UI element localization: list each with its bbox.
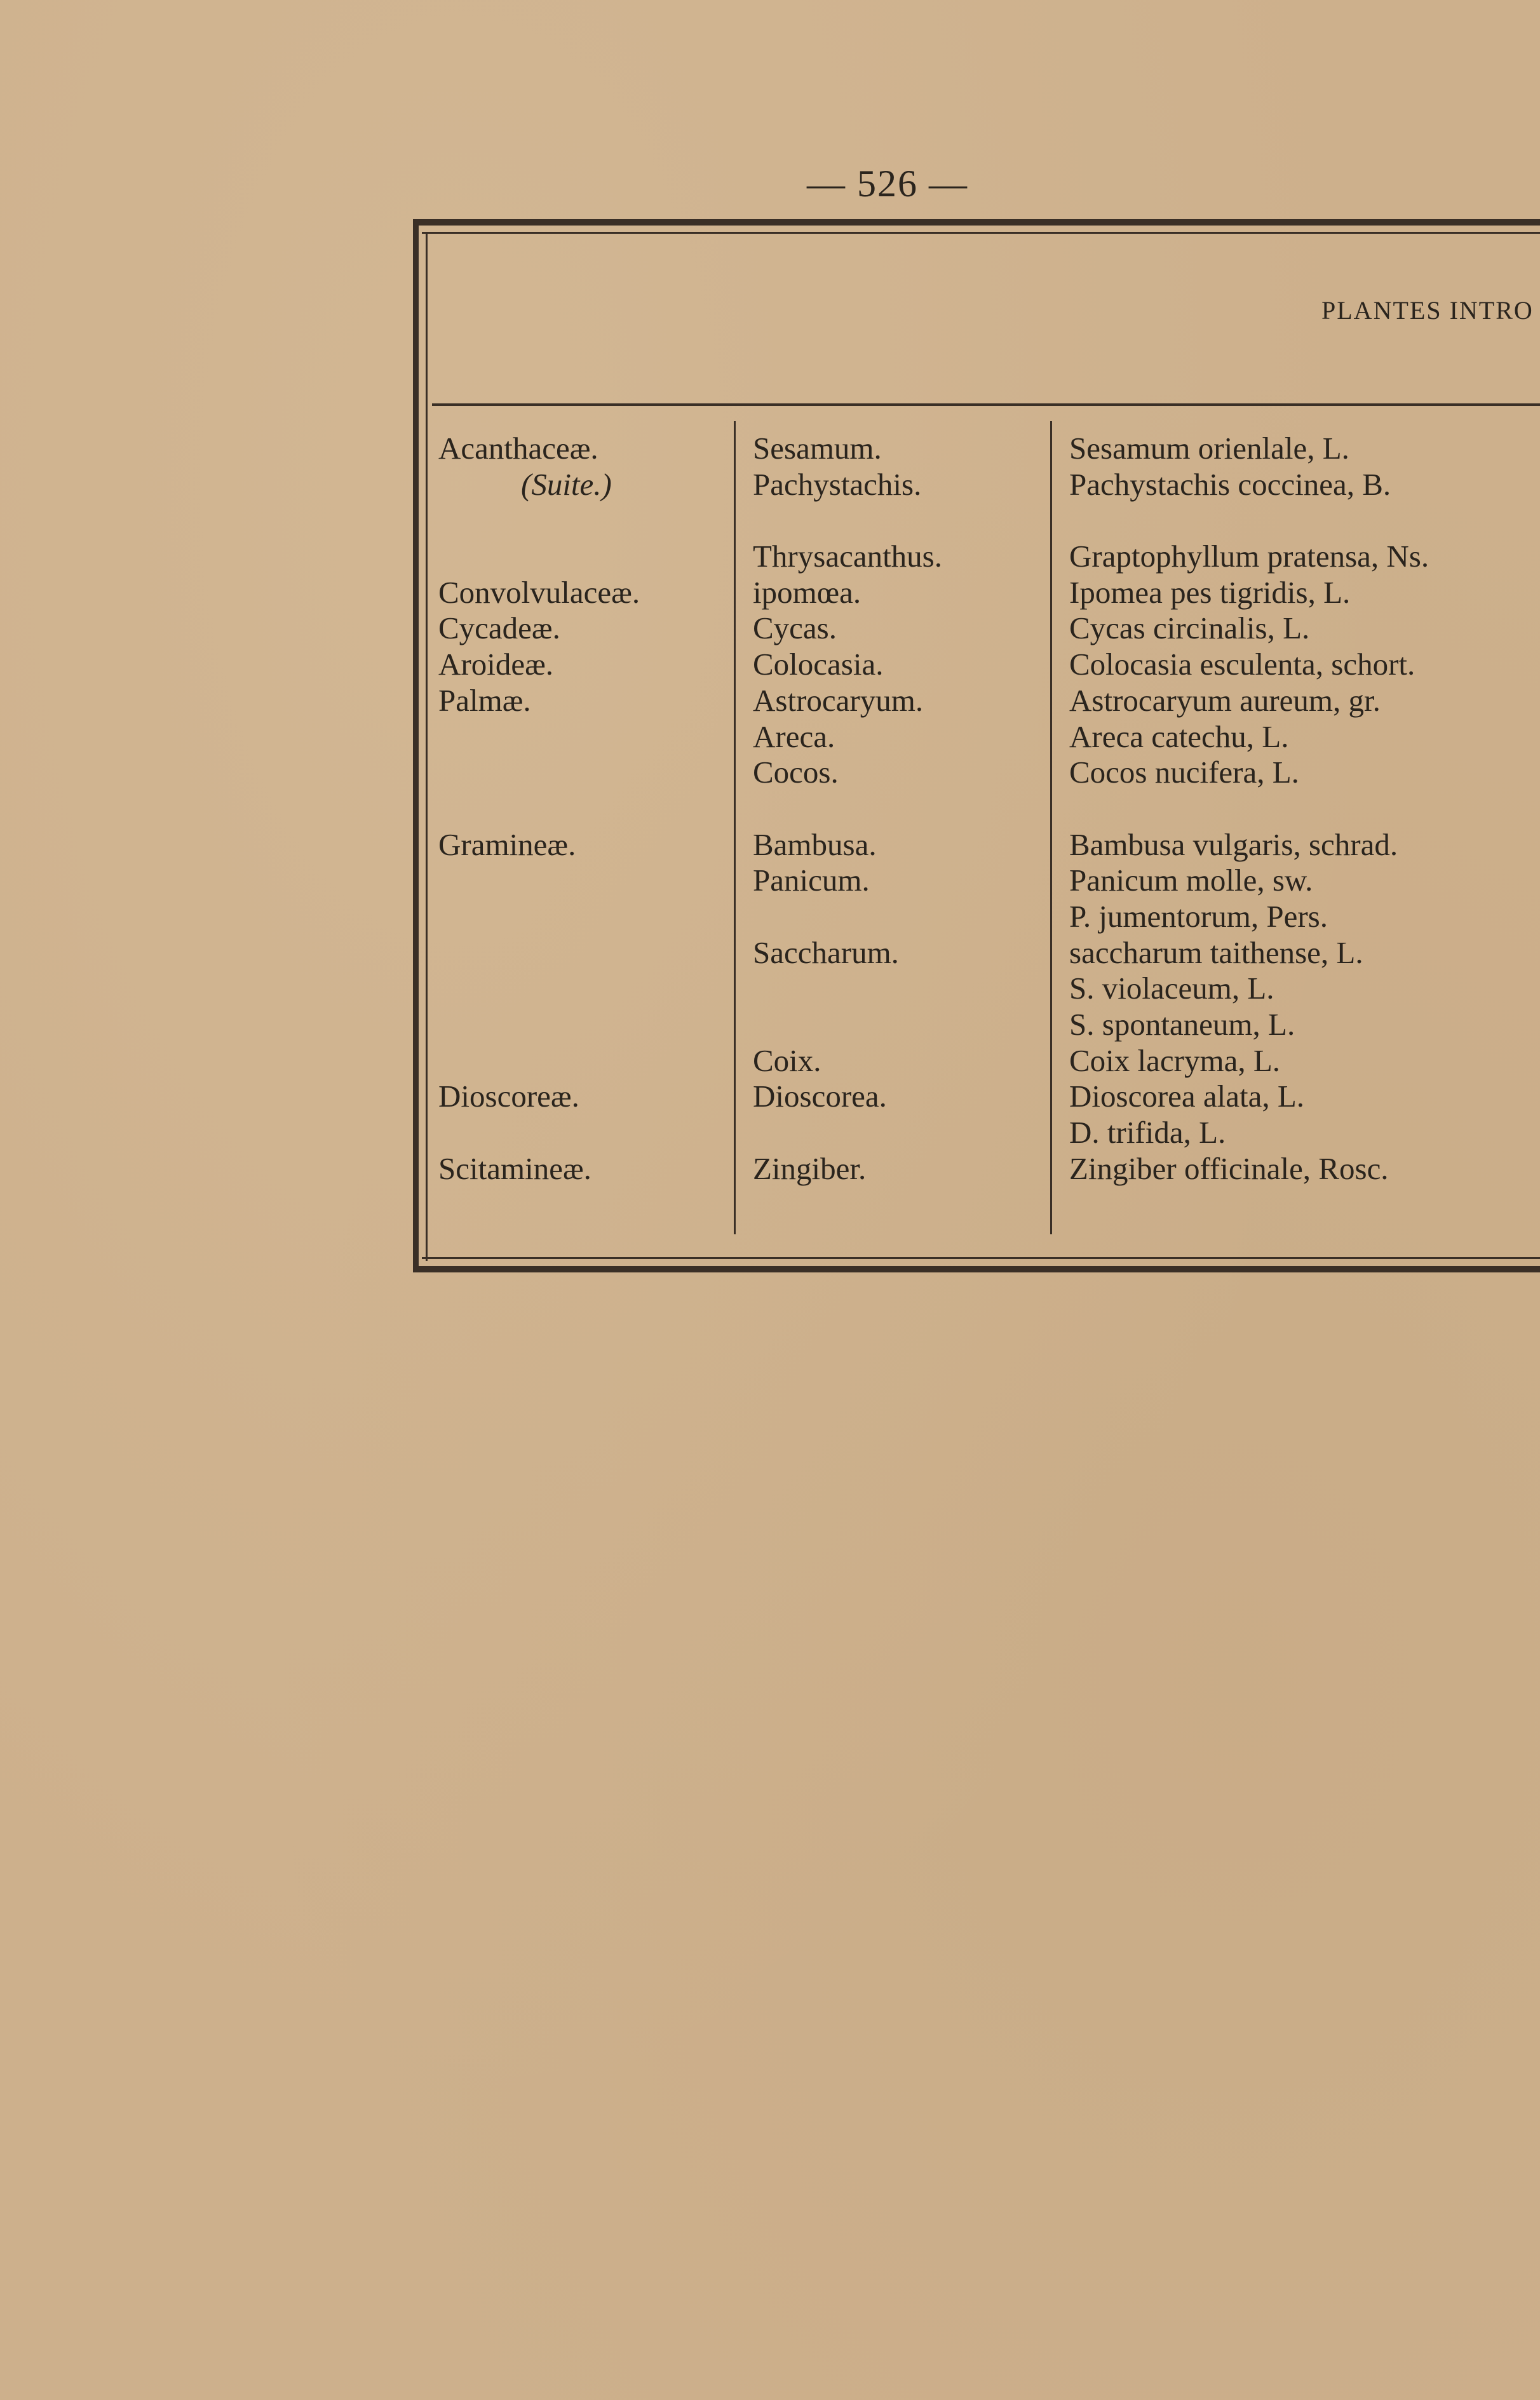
family-cell [438, 863, 731, 899]
genus-cell: Cycas. [753, 610, 837, 646]
species-cell: Cycas circinalis, L. [1069, 610, 1310, 646]
genus-cell: Saccharum. [753, 934, 899, 970]
species-cell: D. trifida, L. [1069, 1115, 1226, 1150]
species-cell: Coix lacryma, L. [1069, 1042, 1281, 1078]
header-rule [432, 403, 1540, 406]
genus-cell [753, 791, 1045, 827]
family-cell [438, 899, 731, 935]
column-divider-2 [1050, 421, 1052, 1234]
genus-cell: Thrysacanthus. [753, 539, 942, 574]
genus-cell: Pachystachis. [753, 466, 922, 502]
family-cell: Aroideæ. [438, 647, 553, 682]
species-cell: Pachystachis coccinea, B. [1069, 466, 1391, 502]
family-cell: (Suite.) [521, 466, 612, 502]
species-cell: Areca catechu, L. [1069, 718, 1289, 754]
top-border-thick [413, 219, 1540, 226]
genus-column [753, 431, 1045, 1187]
family-cell [438, 719, 731, 755]
family-column [438, 431, 731, 1187]
family-cell: Convolvulaceæ. [438, 574, 640, 610]
family-cell [438, 1043, 731, 1079]
genus-cell: Coix. [753, 1042, 821, 1078]
bottom-border-thin [422, 1257, 1540, 1259]
genus-cell: ipomœa. [753, 574, 861, 610]
family-cell [438, 1007, 731, 1043]
top-border-thin [422, 232, 1540, 234]
family-cell [438, 502, 731, 539]
family-cell: Dioscoreæ. [438, 1079, 579, 1114]
family-cell: Acanthaceæ. [438, 431, 598, 466]
genus-cell: Colocasia. [753, 647, 884, 682]
genus-cell [753, 1115, 1045, 1151]
family-cell: Cycadeæ. [438, 610, 560, 646]
species-cell: Dioscorea alata, L. [1069, 1079, 1305, 1114]
genus-cell [753, 1007, 1045, 1043]
species-cell: S. violaceum, L. [1069, 971, 1274, 1006]
genus-cell: Dioscorea. [753, 1079, 887, 1114]
genus-cell [753, 502, 1045, 539]
family-cell: Palmæ. [438, 682, 531, 718]
genus-cell: Zingiber. [753, 1150, 867, 1186]
left-border-thin [426, 232, 428, 1261]
family-cell [438, 935, 731, 971]
family-cell [438, 791, 731, 827]
genus-cell: Sesamum. [753, 431, 882, 466]
species-cell: Panicum molle, sw. [1069, 863, 1313, 898]
genus-cell: Panicum. [753, 863, 870, 898]
column-divider-1 [734, 421, 736, 1234]
family-cell [438, 971, 731, 1007]
table-frame [413, 219, 1540, 1272]
table-header-title: PLANTES INTRO [1321, 296, 1534, 325]
species-cell: Astrocaryum aureum, gr. [1069, 682, 1381, 718]
species-cell: P. jumentorum, Pers. [1069, 898, 1328, 934]
species-cell: Graptophyllum pratensa, Ns. [1069, 539, 1429, 574]
species-cell: Colocasia esculenta, schort. [1069, 647, 1415, 682]
genus-cell: Areca. [753, 718, 835, 754]
family-cell [438, 539, 731, 575]
family-cell [438, 1115, 731, 1151]
species-cell [1069, 791, 1540, 827]
page-number: — 526 — [807, 163, 968, 205]
family-cell: Gramineæ. [438, 826, 576, 862]
genus-cell: Bambusa. [753, 826, 877, 862]
genus-cell [753, 899, 1045, 935]
species-cell: S. spontaneum, L. [1069, 1007, 1295, 1042]
family-cell: Scitamineæ. [438, 1150, 591, 1186]
species-cell [1069, 502, 1540, 539]
species-cell: Cocos nucifera, L. [1069, 755, 1299, 790]
bottom-border-thick [413, 1266, 1540, 1272]
genus-cell [753, 971, 1045, 1007]
genus-cell: Astrocaryum. [753, 682, 924, 718]
species-cell: Ipomea pes tigridis, L. [1069, 574, 1351, 610]
family-cell [438, 755, 731, 791]
genus-cell: Cocos. [753, 755, 839, 790]
species-cell: Bambusa vulgaris, schrad. [1069, 826, 1398, 862]
species-column [1069, 431, 1540, 1187]
species-cell: saccharum taithense, L. [1069, 934, 1363, 970]
left-border-thick [413, 219, 419, 1272]
species-cell: Zingiber officinale, Rosc. [1069, 1150, 1389, 1186]
species-cell: Sesamum orienlale, L. [1069, 431, 1349, 466]
